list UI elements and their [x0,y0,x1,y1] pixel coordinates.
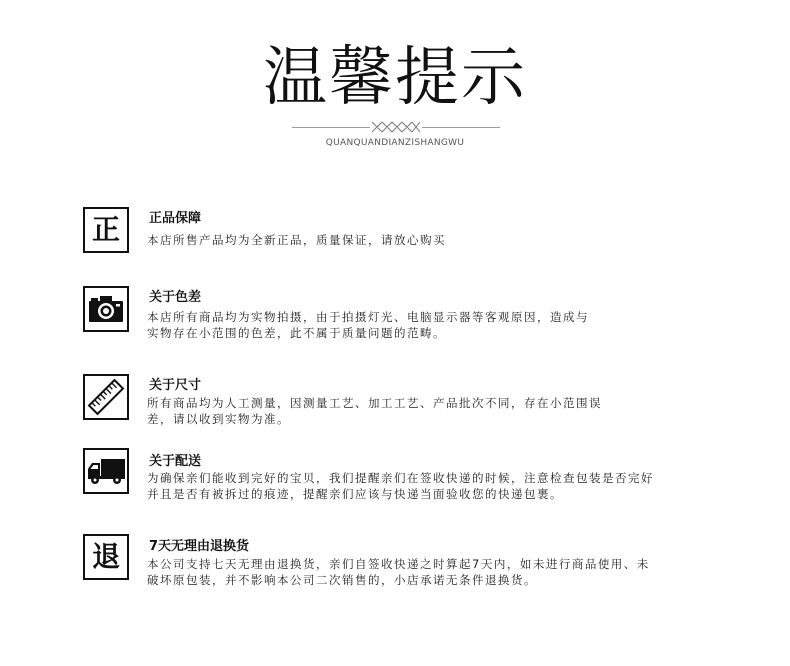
item-body-line: 实物存在小范围的色差，此不属于质量问题的范畴。 [147,326,446,340]
icon-glyph: 正 [91,213,120,246]
item-title: 正品保障 [149,211,202,226]
camera-icon [83,286,129,332]
page-title: 温馨提示 [263,41,527,115]
item-body-line: 并且是否有被拆过的痕迹，提醒亲们应该与快递当面验收您的快递包裹。 [147,487,563,501]
page-subtitle: QUANQUANDIANZISHANGWU [325,138,465,148]
tui-character-icon [83,534,129,580]
title-divider-left [292,127,370,128]
item-title: 关于配送 [149,454,202,469]
delivery-truck-icon [83,448,129,494]
item-body [147,470,654,502]
item-body-line: 所有商品均为人工测量，因测量工艺、加工工艺、产品批次不同，存在小范围误 [147,396,602,410]
item-body [147,395,602,427]
item-body-line: 破坏原包装，并不影响本公司二次销售的，小店承诺无条件退换货。 [147,573,537,587]
item-body-line: 本店所有商品均为实物拍摄，由于拍摄灯光、电脑显示器等客观原因，造成与 [147,310,589,324]
zheng-character-icon [83,207,129,253]
icon-glyph: 退 [91,540,120,573]
item-body-line: 本店所售产品均为全新正品，质量保证，请放心购买 [147,233,446,247]
item-body [147,232,446,248]
item-title: 7天无理由退换货 [149,539,250,554]
title-divider-right [422,127,500,128]
item-body [147,309,589,341]
item-title: 关于尺寸 [149,378,202,393]
item-body [147,556,650,588]
item-body-line: 为确保亲们能收到完好的宝贝，我们提醒亲们在签收快递的时候，注意检查包装是否完好 [147,471,654,485]
item-title: 关于色差 [149,290,202,305]
item-body-line: 本公司支持七天无理由退换货，亲们自签收快递之时算起7天内，如未进行商品使用、未 [147,557,650,571]
ruler-icon [83,374,129,420]
cross-ornament-icon [370,120,422,134]
item-body-line: 差，请以收到实物为准。 [147,412,290,426]
